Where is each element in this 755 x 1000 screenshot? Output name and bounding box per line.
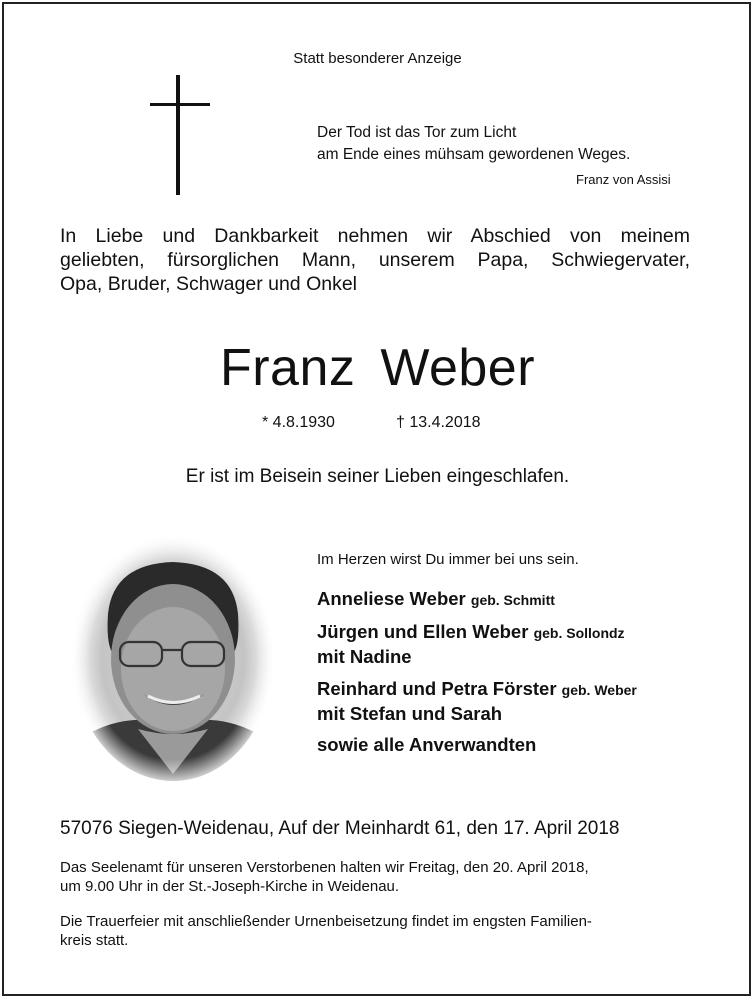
quote-line: Der Tod ist das Tor zum Licht [317,124,517,141]
closing-line: Er ist im Beisein seiner Lieben eingeschlafen. [185,466,570,487]
family-name: Anneliese Weber [317,588,466,609]
family-entry [317,677,637,725]
cross-icon [150,75,210,195]
family-name: Reinhard und Petra Förster [317,678,557,699]
deceased-name: Franz Weber [219,339,536,397]
family-entry [317,587,555,612]
death-date: † 13.4.2018 [396,414,481,431]
header-notice: Statt besonderer Anzeige [293,50,462,67]
notice-line: Die Trauerfeier mit anschließender Urnenbeisetzung findet im engsten Familien- [60,913,592,930]
family-entry [317,620,625,668]
quote-line: am Ende eines mühsam gewordenen Weges. [317,146,631,163]
birth-name: geb. Sollondz [533,625,625,641]
intro-line: Opa, Bruder, Schwager und Onkel [60,273,358,295]
birth-date: * 4.8.1930 [262,414,335,431]
intro-text [60,224,690,296]
birth-name: geb. Schmitt [470,592,555,608]
quote [317,122,630,166]
heart-text: Im Herzen wirst Du immer bei uns sein. [317,551,579,568]
portrait-photo [68,534,278,784]
quote-author: Franz von Assisi [576,172,671,187]
family-name: Jürgen und Ellen Weber [317,621,529,642]
place-date: 57076 Siegen-Weidenau, Auf der Meinhardt 61, den 17. April 2018 [60,818,620,839]
notice-line: kreis statt. [60,932,129,949]
notice-line: um 9.00 Uhr in der St.-Joseph-Kirche in Weidenau. [60,878,400,895]
family-entry [317,733,536,756]
intro-line: In Liebe und Dankbarkeit nehmen wir Abschied von meinem [60,225,690,247]
family-relatives: sowie alle Anverwandten [317,734,537,755]
notice-line: Das Seelenamt für unseren Verstorbenen halten wir Freitag, den 20. April 2018, [60,859,589,876]
family-children: mit Nadine [317,646,412,667]
mass-notice [60,858,700,896]
intro-line: geliebten, fürsorglichen Mann, unserem Papa, Schwiegervater, [60,249,690,271]
birth-name: geb. Weber [561,682,637,698]
funeral-notice [60,912,700,950]
family-children: mit Stefan und Sarah [317,703,503,724]
